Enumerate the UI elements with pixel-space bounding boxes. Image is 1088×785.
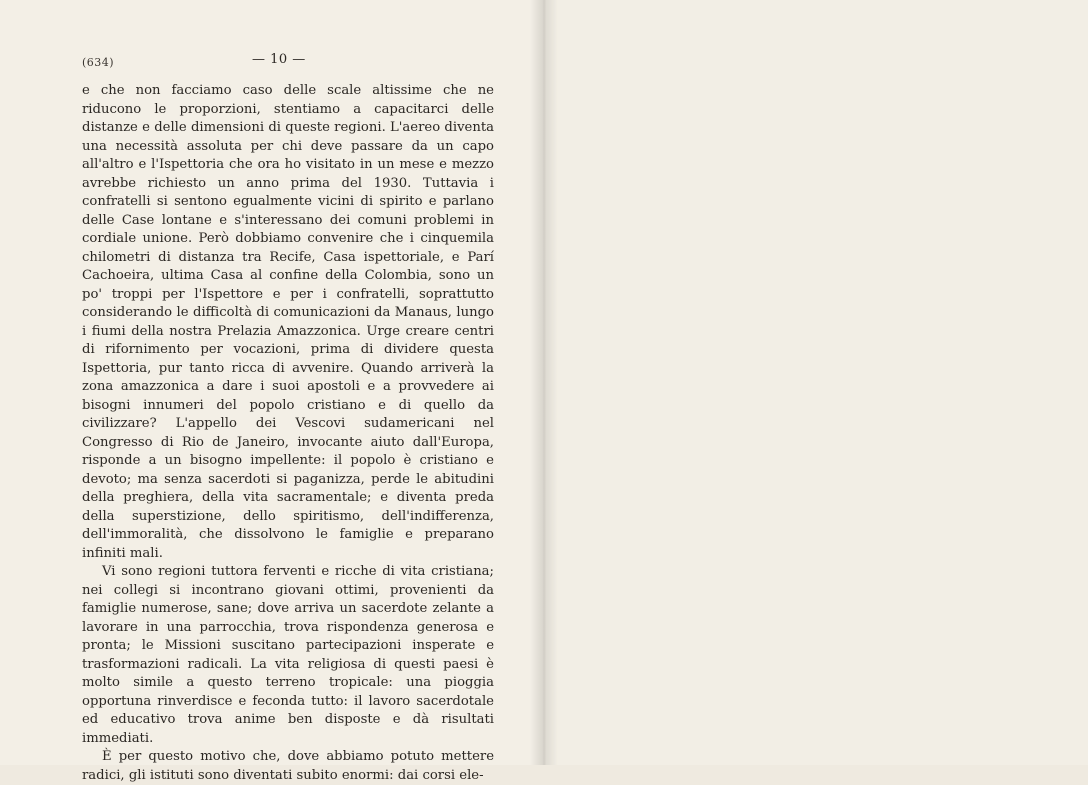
left-paragraph-3: È per questo motivo che, dove abbiamo potuto mettere radici, gli istituti sono diventati subito enormi: dai corsi ele- xyxy=(82,749,494,783)
left-page xyxy=(0,0,544,783)
right-page xyxy=(544,0,1088,765)
left-page-number: — 10 — xyxy=(252,52,306,67)
left-folio: (634) xyxy=(82,56,115,69)
book-gutter xyxy=(530,0,558,765)
left-paragraph-1: e che non facciamo caso delle scale altissime che ne riducono le proporzioni, stentiamo a capacitarci delle distanze e delle dimensioni di queste regioni. L'aereo diventa una necessità assoluta per chi deve passare da un capo all'altro e l'Ispettoria che ora ho visitato in un mese e mezzo avrebbe richiesto un anno prima del 1930. Tuttavia i confratelli si sentono egualmente vicini di spirito e parlano delle Case lontane e s'interessano dei comuni problemi in cordiale unione. Però dobbiamo convenire che i cinquemila chilometri di distanza tra Recife, Casa ispettoriale, e Parí Cachoeira, ultima Casa al confine della Colombia, sono un po' troppi per l'Ispettore e per i confratelli, soprattutto considerando le difficoltà di comunicazioni da Manaus, lungo i fiumi della nostra Prelazia Amazzonica. Urge creare centri di rifornimento per vocazioni, prima di dividere questa Ispettoria, pur tanto ricca di avvenire. Quando arriverà la zona amazzonica a dare i suoi apostoli e a provvedere ai bisogni innumeri del popolo cristiano e di quello da civilizzare? L'appello dei Vescovi sudamericani nel Congresso di Rio de Janeiro, invocante aiuto dall'Europa, risponde a un bisogno impellente: il popolo è cristiano e devoto; ma senza sacerdoti si paganizza, perde le abitudini della preghiera, della vita sacramentale; e diventa preda della superstizione, dello spiritismo, dell'indifferenza, dell'immoralità, che dissolvono le famiglie e preparano infiniti mali. xyxy=(82,83,494,561)
left-page-body xyxy=(82,82,494,785)
left-paragraph-2: Vi sono regioni tuttora ferventi e ricche di vita cristiana; nei collegi si incontrano giovani ottimi, provenienti da famiglie numerose, sane; dove arriva un sacerdote zelante a lavorare in una parrocchia, trova rispondenza generosa e pronta; le Missioni suscitano partecipazioni insperate e trasformazioni radicali. La vita religiosa di questi paesi è molto simile a questo terreno tropicale: una pioggia opportuna rinverdisce e feconda tutto: il lavoro sacerdotale ed educativo trova anime ben disposte e dà risultati immediati. xyxy=(82,564,494,746)
